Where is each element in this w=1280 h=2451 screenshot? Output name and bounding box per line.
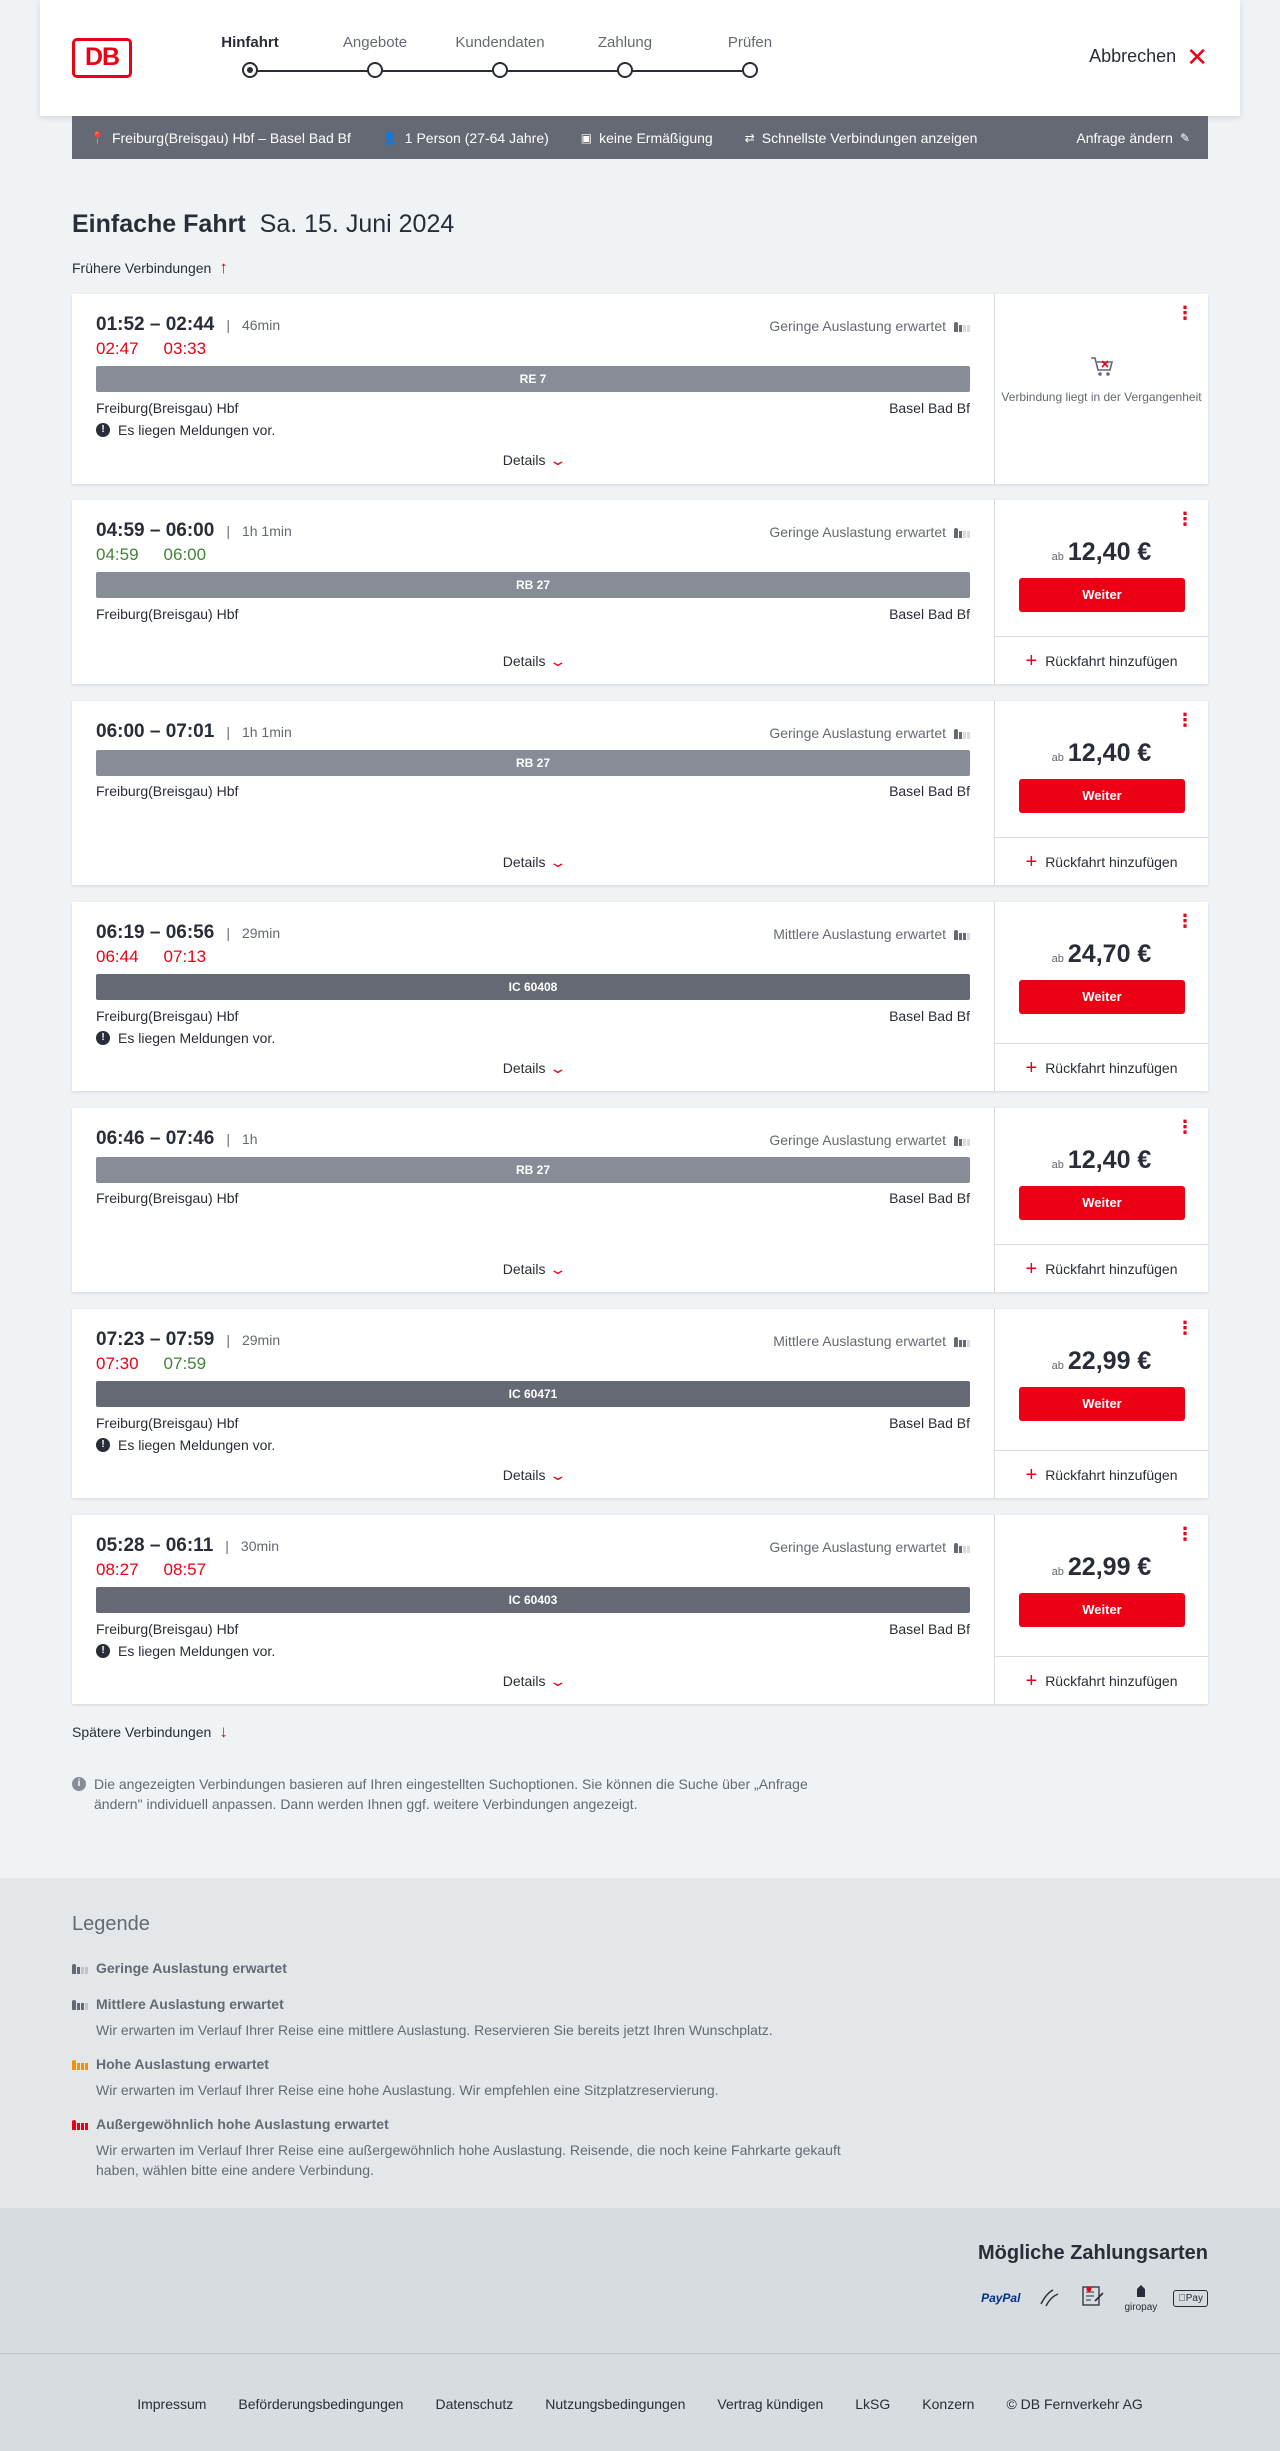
stations bbox=[96, 606, 970, 622]
occupancy-info bbox=[769, 725, 970, 741]
legend-item-title bbox=[72, 2116, 866, 2132]
notice-text: Es liegen Meldungen vor. bbox=[118, 1030, 276, 1046]
later-label: Spätere Verbindungen bbox=[72, 1724, 212, 1740]
legend-item-label: Außergewöhnlich hohe Auslastung erwartet bbox=[96, 2116, 389, 2132]
train-bar[interactable]: RB 27 bbox=[96, 572, 970, 598]
legend-item bbox=[72, 2116, 866, 2180]
step-dot bbox=[617, 62, 633, 78]
legend-item-description: Wir erwarten im Verlauf Ihrer Reise eine hohe Auslastung. Wir empfehlen eine Sitzplatzreservierung. bbox=[96, 2082, 719, 2098]
legend-title: Legende bbox=[72, 1913, 150, 1935]
realtime-departure: 06:44 bbox=[96, 947, 139, 966]
realtime-times bbox=[96, 545, 206, 565]
step-hinfahrt bbox=[200, 34, 300, 58]
train-bar[interactable]: RB 27 bbox=[96, 750, 970, 776]
step-angebote bbox=[325, 34, 425, 58]
occupancy-low-icon bbox=[954, 526, 970, 538]
details-toggle[interactable] bbox=[72, 1060, 994, 1077]
connection-card bbox=[72, 902, 1208, 1091]
connection-info bbox=[72, 294, 994, 484]
realtime-departure: 04:59 bbox=[96, 545, 139, 564]
occupancy-text: Geringe Auslastung erwartet bbox=[769, 318, 946, 334]
duration: 29min bbox=[241, 1332, 281, 1348]
duration: 1h 1min bbox=[241, 523, 292, 539]
price bbox=[995, 538, 1208, 567]
occupancy-text: Geringe Auslastung erwartet bbox=[769, 1132, 946, 1148]
details-toggle[interactable] bbox=[72, 653, 994, 670]
price bbox=[995, 940, 1208, 969]
past-text: Verbindung liegt in der Vergangenheit bbox=[1001, 390, 1202, 404]
realtime-times bbox=[96, 339, 206, 359]
abort-button[interactable] bbox=[1089, 41, 1208, 72]
price-value: 12,40 € bbox=[1067, 538, 1152, 566]
schedule-times bbox=[96, 314, 280, 336]
details-label: Details bbox=[502, 1261, 546, 1277]
details-toggle[interactable] bbox=[72, 854, 994, 871]
continue-button[interactable]: Weiter bbox=[1019, 1387, 1185, 1421]
occupancy-info bbox=[769, 1132, 970, 1148]
return-label: Rückfahrt hinzufügen bbox=[1045, 853, 1178, 870]
step-dot bbox=[742, 62, 758, 78]
notice-text: Es liegen Meldungen vor. bbox=[118, 1643, 276, 1659]
legend-item-label: Geringe Auslastung erwartet bbox=[96, 1960, 287, 1976]
price-prefix: ab bbox=[1051, 1360, 1064, 1372]
connection-card bbox=[72, 1515, 1208, 1704]
occupancy-info bbox=[769, 318, 970, 334]
notice-text: Es liegen Meldungen vor. bbox=[118, 1437, 276, 1453]
step-pruefen bbox=[700, 34, 800, 58]
departure-station: Freiburg(Breisgau) Hbf bbox=[96, 1008, 239, 1024]
price-panel bbox=[994, 701, 1208, 885]
footer-link-vertrag-kuendigen[interactable]: Vertrag kündigen bbox=[717, 2396, 824, 2412]
legend-item bbox=[72, 1960, 287, 1976]
legend-item-label: Hohe Auslastung erwartet bbox=[96, 2056, 269, 2072]
occupancy-medium-icon bbox=[72, 1998, 88, 2010]
divider: | bbox=[225, 1538, 229, 1554]
realtime-departure: 08:27 bbox=[96, 1560, 139, 1579]
occupancy-extreme-icon bbox=[72, 2118, 88, 2130]
more-options-icon[interactable]: ⋮ bbox=[1176, 710, 1194, 730]
realtime-arrival: 08:57 bbox=[163, 1560, 207, 1579]
realtime-departure: 07:30 bbox=[96, 1354, 139, 1373]
change-label: Anfrage ändern bbox=[1076, 129, 1173, 146]
departure-station: Freiburg(Breisgau) Hbf bbox=[96, 606, 239, 622]
details-label: Details bbox=[502, 653, 546, 669]
summary-discount bbox=[581, 130, 713, 146]
info-text: Die angezeigten Verbindungen basieren auf Ihren eingestellten Suchoptionen. Sie können die Suche über „Anfrage ändern" individuell anpassen. Dann werden Ihnen ggf. weitere Verbindungen angezeigt. bbox=[94, 1776, 808, 1812]
payment-title: Mögliche Zahlungsarten bbox=[977, 2242, 1208, 2264]
price bbox=[995, 739, 1208, 768]
price bbox=[995, 1146, 1208, 1175]
connection-card bbox=[72, 1108, 1208, 1292]
departure-station: Freiburg(Breisgau) Hbf bbox=[96, 1415, 239, 1431]
payment-methods bbox=[0, 2208, 1280, 2353]
step-kundendaten bbox=[450, 34, 550, 58]
price-panel bbox=[994, 902, 1208, 1091]
details-toggle[interactable] bbox=[72, 1467, 994, 1484]
legend bbox=[0, 1878, 1280, 2208]
chevron-down-icon: ⌄ bbox=[548, 854, 567, 870]
price-value: 24,70 € bbox=[1067, 940, 1152, 968]
price-panel bbox=[994, 1108, 1208, 1292]
exclamation-icon: ! bbox=[96, 1031, 110, 1045]
notice bbox=[96, 422, 275, 438]
stations bbox=[96, 1190, 970, 1206]
stations bbox=[96, 1621, 970, 1637]
occupancy-text: Mittlere Auslastung erwartet bbox=[773, 926, 946, 942]
realtime-times bbox=[96, 947, 206, 967]
stations bbox=[96, 783, 970, 799]
price-value: 12,40 € bbox=[1067, 1146, 1152, 1174]
plus-icon: + bbox=[1025, 649, 1038, 672]
arrow-up-icon: ↑ bbox=[219, 258, 228, 277]
details-toggle[interactable] bbox=[72, 1261, 994, 1278]
occupancy-text: Mittlere Auslastung erwartet bbox=[773, 1333, 946, 1349]
discount-text: keine Ermäßigung bbox=[599, 129, 713, 146]
more-options-icon[interactable]: ⋮ bbox=[1176, 1318, 1194, 1338]
legend-item-title bbox=[72, 1960, 287, 1976]
pencil-icon: ✎ bbox=[1179, 130, 1190, 145]
add-return-button[interactable] bbox=[995, 1244, 1208, 1292]
divider: | bbox=[226, 523, 230, 539]
earlier-label: Frühere Verbindungen bbox=[72, 260, 212, 276]
occupancy-medium-icon bbox=[954, 1335, 970, 1347]
chevron-down-icon: ⌄ bbox=[548, 1673, 567, 1689]
price-prefix: ab bbox=[1051, 551, 1064, 563]
stations bbox=[96, 400, 970, 416]
footer-link-datenschutz[interactable]: Datenschutz bbox=[435, 2396, 514, 2412]
duration: 29min bbox=[241, 925, 281, 941]
departure-station: Freiburg(Breisgau) Hbf bbox=[96, 1190, 239, 1206]
departure-station: Freiburg(Breisgau) Hbf bbox=[96, 783, 239, 799]
connection-card bbox=[72, 1309, 1208, 1498]
change-request-button[interactable] bbox=[1076, 130, 1190, 146]
add-return-button[interactable] bbox=[995, 1656, 1208, 1704]
realtime-arrival: 03:33 bbox=[163, 339, 207, 358]
train-bar[interactable]: IC 60471 bbox=[96, 1381, 970, 1407]
details-label: Details bbox=[502, 1673, 546, 1689]
departure-station: Freiburg(Breisgau) Hbf bbox=[96, 400, 239, 416]
arrival-station: Basel Bad Bf bbox=[889, 606, 970, 622]
stations bbox=[96, 1415, 970, 1431]
realtime-arrival: 07:13 bbox=[163, 947, 207, 966]
step-label: Kundendaten bbox=[455, 34, 545, 51]
plus-icon: + bbox=[1025, 1056, 1038, 1079]
price-prefix: ab bbox=[1051, 1159, 1064, 1171]
time-range: 04:59 – 06:00 bbox=[96, 520, 215, 541]
exclamation-icon: ! bbox=[96, 1438, 110, 1452]
step-label: Angebote bbox=[342, 34, 408, 51]
continue-button[interactable]: Weiter bbox=[1019, 779, 1185, 813]
connection-info bbox=[72, 1309, 994, 1498]
occupancy-info bbox=[769, 524, 970, 540]
step-label: Hinfahrt bbox=[221, 34, 279, 51]
persons-text: 1 Person (27-64 Jahre) bbox=[404, 129, 549, 146]
add-return-button[interactable] bbox=[995, 636, 1208, 684]
price bbox=[995, 1347, 1208, 1376]
info-note bbox=[72, 1774, 852, 1814]
time-range: 07:23 – 07:59 bbox=[96, 1329, 215, 1350]
occupancy-info bbox=[769, 1539, 970, 1555]
summary-fastest bbox=[745, 130, 978, 146]
arrival-station: Basel Bad Bf bbox=[889, 400, 970, 416]
route-text: Freiburg(Breisgau) Hbf – Basel Bad Bf bbox=[111, 129, 351, 146]
divider: | bbox=[226, 1131, 230, 1147]
continue-button[interactable]: Weiter bbox=[1019, 1186, 1185, 1220]
price-value: 12,40 € bbox=[1067, 739, 1152, 767]
price-prefix: ab bbox=[1051, 1566, 1064, 1578]
later-connections-link[interactable] bbox=[72, 1722, 228, 1742]
paypal-icon: PayPal bbox=[981, 2291, 1021, 2305]
page-title bbox=[72, 210, 454, 239]
trip-type: Einfache Fahrt bbox=[72, 210, 246, 238]
connection-info bbox=[72, 500, 994, 684]
footer-copyright: © DB Fernverkehr AG bbox=[1006, 2396, 1143, 2412]
step-zahlung bbox=[575, 34, 675, 58]
legend-item-description: Wir erwarten im Verlauf Ihrer Reise eine außergewöhnlich hohe Auslastung. Reisende, die noch keine Fahrkarte gekauft haben, wählen bitte eine andere Verbindung. bbox=[96, 2142, 841, 2178]
price-panel bbox=[994, 1309, 1208, 1498]
sepa-direct-debit-icon bbox=[1080, 2285, 1108, 2312]
occupancy-low-icon bbox=[72, 1962, 88, 1974]
plus-icon: + bbox=[1025, 1257, 1038, 1280]
arrival-station: Basel Bad Bf bbox=[889, 1415, 970, 1431]
payment-icons bbox=[981, 2283, 1208, 2313]
return-label: Rückfahrt hinzufügen bbox=[1045, 652, 1178, 669]
schedule-times bbox=[96, 721, 292, 743]
connection-info bbox=[72, 701, 994, 885]
giropay-label: giropay bbox=[1124, 2302, 1158, 2313]
details-toggle[interactable] bbox=[72, 1673, 994, 1690]
more-options-icon[interactable]: ⋮ bbox=[1176, 911, 1194, 931]
arrival-station: Basel Bad Bf bbox=[889, 783, 970, 799]
details-label: Details bbox=[502, 1060, 546, 1076]
exclamation-icon: ! bbox=[96, 423, 110, 437]
time-range: 06:19 – 06:56 bbox=[96, 922, 215, 943]
return-label: Rückfahrt hinzufügen bbox=[1045, 1672, 1178, 1689]
close-icon: ✕ bbox=[1186, 41, 1208, 72]
price-panel bbox=[994, 500, 1208, 684]
price-value: 22,99 € bbox=[1067, 1553, 1152, 1581]
chevron-down-icon: ⌄ bbox=[548, 452, 567, 468]
details-label: Details bbox=[502, 1467, 546, 1483]
more-options-icon[interactable]: ⋮ bbox=[1176, 1524, 1194, 1544]
price-panel bbox=[994, 1515, 1208, 1704]
cart-unavailable-icon bbox=[1089, 354, 1115, 380]
legend-item bbox=[72, 1996, 866, 2040]
duration: 1h 1min bbox=[241, 724, 292, 740]
chevron-down-icon: ⌄ bbox=[548, 1060, 567, 1076]
legend-item-description: Wir erwarten im Verlauf Ihrer Reise eine mittlere Auslastung. Reservieren Sie bereits jetzt Ihren Wunschplatz. bbox=[96, 2022, 773, 2038]
bahncard-icon: ▣ bbox=[580, 130, 593, 145]
arrow-down-icon: ↓ bbox=[219, 1722, 228, 1741]
realtime-times bbox=[96, 1560, 206, 1580]
time-range: 06:00 – 07:01 bbox=[96, 721, 215, 742]
fastest-text: Schnellste Verbindungen anzeigen bbox=[761, 129, 978, 146]
earlier-connections-link[interactable] bbox=[72, 258, 228, 278]
chevron-down-icon: ⌄ bbox=[548, 653, 567, 669]
giropay-icon bbox=[1124, 2283, 1157, 2313]
connection-info bbox=[72, 1515, 994, 1704]
occupancy-low-icon bbox=[954, 727, 970, 739]
footer-link-befoerderungsbedingungen[interactable]: Beförderungsbedingungen bbox=[238, 2396, 404, 2412]
arrival-station: Basel Bad Bf bbox=[889, 1190, 970, 1206]
footer bbox=[0, 2353, 1280, 2451]
time-range: 01:52 – 02:44 bbox=[96, 314, 215, 335]
train-bar[interactable]: RB 27 bbox=[96, 1157, 970, 1183]
person-icon: 👤 bbox=[382, 130, 398, 145]
connection-info bbox=[72, 1108, 994, 1292]
step-label: Zahlung bbox=[597, 34, 653, 51]
occupancy-text: Geringe Auslastung erwartet bbox=[769, 524, 946, 540]
connection-card bbox=[72, 701, 1208, 885]
legend-item bbox=[72, 2056, 866, 2100]
step-label: Prüfen bbox=[727, 34, 773, 51]
realtime-arrival: 06:00 bbox=[163, 545, 207, 564]
plus-icon: + bbox=[1025, 1669, 1038, 1692]
occupancy-low-icon bbox=[954, 1541, 970, 1553]
schedule-times bbox=[96, 1535, 279, 1557]
duration: 46min bbox=[241, 317, 281, 333]
schedule-times bbox=[96, 922, 280, 944]
occupancy-high-icon bbox=[72, 2058, 88, 2070]
past-connection-notice bbox=[995, 354, 1208, 405]
realtime-departure: 02:47 bbox=[96, 339, 139, 358]
occupancy-info bbox=[773, 1333, 970, 1349]
summary-persons bbox=[383, 130, 549, 146]
legend-item-title bbox=[72, 1996, 866, 2012]
footer-link-nutzungsbedingungen[interactable]: Nutzungsbedingungen bbox=[545, 2396, 686, 2412]
chevron-down-icon: ⌄ bbox=[548, 1467, 567, 1483]
header bbox=[40, 0, 1240, 116]
occupancy-low-icon bbox=[954, 320, 970, 332]
details-toggle[interactable] bbox=[72, 452, 994, 469]
search-summary-bar bbox=[72, 116, 1208, 159]
db-logo[interactable]: DB bbox=[72, 38, 132, 78]
details-label: Details bbox=[502, 854, 546, 870]
swap-arrows-icon: ⇄ bbox=[744, 130, 755, 145]
price-panel bbox=[994, 294, 1208, 484]
schedule-times bbox=[96, 1128, 258, 1150]
continue-button[interactable]: Weiter bbox=[1019, 578, 1185, 612]
abort-label: Abbrechen bbox=[1089, 46, 1177, 66]
departure-station: Freiburg(Breisgau) Hbf bbox=[96, 1621, 239, 1637]
occupancy-medium-icon bbox=[954, 928, 970, 940]
notice-text: Es liegen Meldungen vor. bbox=[118, 422, 276, 438]
footer-links bbox=[0, 2396, 1280, 2412]
train-bar[interactable]: RE 7 bbox=[96, 366, 970, 392]
legend-item-title bbox=[72, 2056, 866, 2072]
time-range: 06:46 – 07:46 bbox=[96, 1128, 215, 1149]
divider: | bbox=[226, 317, 230, 333]
trip-date: Sa. 15. Juni 2024 bbox=[259, 210, 455, 238]
notice bbox=[96, 1437, 275, 1453]
plus-icon: + bbox=[1025, 1463, 1038, 1486]
occupancy-text: Geringe Auslastung erwartet bbox=[769, 725, 946, 741]
realtime-arrival: 07:59 bbox=[163, 1354, 207, 1373]
train-bar[interactable]: IC 60408 bbox=[96, 974, 970, 1000]
continue-button[interactable]: Weiter bbox=[1019, 1593, 1185, 1627]
stations bbox=[96, 1008, 970, 1024]
details-label: Details bbox=[502, 452, 546, 468]
summary-route bbox=[90, 130, 351, 146]
divider: | bbox=[226, 925, 230, 941]
price-value: 22,99 € bbox=[1067, 1347, 1152, 1375]
return-label: Rückfahrt hinzufügen bbox=[1045, 1466, 1178, 1483]
footer-link-lksg[interactable]: LkSG bbox=[855, 2396, 891, 2412]
schedule-times bbox=[96, 520, 292, 542]
location-pin-icon: 📍 bbox=[90, 130, 105, 145]
info-icon: i bbox=[72, 1777, 86, 1791]
divider: | bbox=[226, 1332, 230, 1348]
exclamation-icon: ! bbox=[96, 1644, 110, 1658]
duration: 1h bbox=[241, 1131, 258, 1147]
more-options-icon[interactable]: ⋮ bbox=[1176, 303, 1194, 323]
notice bbox=[96, 1643, 275, 1659]
more-options-icon[interactable]: ⋮ bbox=[1176, 509, 1194, 529]
occupancy-info bbox=[773, 926, 970, 942]
divider: | bbox=[226, 724, 230, 740]
price-prefix: ab bbox=[1051, 752, 1064, 764]
return-label: Rückfahrt hinzufügen bbox=[1045, 1260, 1178, 1277]
connection-info bbox=[72, 902, 994, 1091]
add-return-button[interactable] bbox=[995, 1450, 1208, 1498]
arrival-station: Basel Bad Bf bbox=[889, 1621, 970, 1637]
more-options-icon[interactable]: ⋮ bbox=[1176, 1117, 1194, 1137]
price bbox=[995, 1553, 1208, 1582]
notice bbox=[96, 1030, 275, 1046]
add-return-button[interactable] bbox=[995, 1043, 1208, 1091]
footer-link-impressum[interactable]: Impressum bbox=[137, 2396, 207, 2412]
legend-item-label: Mittlere Auslastung erwartet bbox=[96, 1996, 284, 2012]
step-dot bbox=[492, 62, 508, 78]
time-range: 05:28 – 06:11 bbox=[96, 1535, 214, 1556]
step-dot-active bbox=[242, 62, 258, 78]
train-bar[interactable]: IC 60403 bbox=[96, 1587, 970, 1613]
chevron-down-icon: ⌄ bbox=[548, 1261, 567, 1277]
apple-pay-icon: Pay bbox=[1173, 2290, 1208, 2307]
occupancy-low-icon bbox=[954, 1134, 970, 1146]
price-prefix: ab bbox=[1051, 953, 1064, 965]
plus-icon: + bbox=[1025, 850, 1038, 873]
occupancy-text: Geringe Auslastung erwartet bbox=[769, 1539, 946, 1555]
footer-link-konzern[interactable]: Konzern bbox=[922, 2396, 975, 2412]
credit-card-icon bbox=[1036, 2286, 1064, 2311]
booking-stepper bbox=[210, 34, 790, 84]
schedule-times bbox=[96, 1329, 280, 1351]
connection-card bbox=[72, 500, 1208, 684]
continue-button[interactable]: Weiter bbox=[1019, 980, 1185, 1014]
arrival-station: Basel Bad Bf bbox=[889, 1008, 970, 1024]
connection-card bbox=[72, 294, 1208, 484]
duration: 30min bbox=[240, 1538, 280, 1554]
realtime-times bbox=[96, 1354, 206, 1374]
step-dot bbox=[367, 62, 383, 78]
return-label: Rückfahrt hinzufügen bbox=[1045, 1059, 1178, 1076]
add-return-button[interactable] bbox=[995, 837, 1208, 885]
